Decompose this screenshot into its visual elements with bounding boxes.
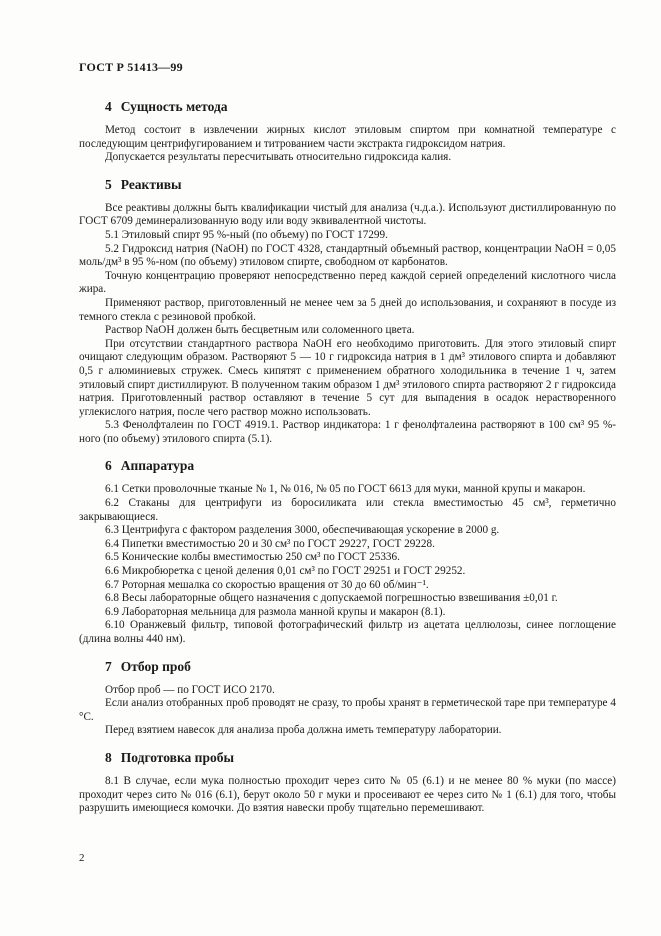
section-5 bbox=[79, 177, 616, 447]
paragraph: 6.1 Сетки проволочные тканые № 1, № 016, № 05 по ГОСТ 6613 для муки, манной крупы и макарон. bbox=[105, 483, 586, 496]
paragraph: Применяют раствор, приготовленный не менее чем за 5 дней до использования, и сохраняют в посуде из темного стекла с резиновой пробкой. bbox=[79, 296, 616, 323]
section-6 bbox=[79, 458, 616, 646]
section-heading bbox=[105, 177, 616, 193]
section-title: Реактивы bbox=[120, 176, 182, 192]
paragraph: 5.1 Этиловый спирт 95 %-ный (по объему) по ГОСТ 17299. bbox=[105, 228, 388, 241]
paragraph: 6.9 Лабораторная мельница для размола манной крупы и макарон (8.1). bbox=[105, 605, 446, 618]
paragraph: Все реактивы должны быть квалификации чистый для анализа (ч.д.а.). Используют дистиллированную по ГОСТ 6709 деминерализованную воду или воду эквивалентной чистоты. bbox=[79, 201, 616, 228]
paragraph: Точную концентрацию проверяют непосредственно перед каждой серией определений кислотного числа жира. bbox=[79, 269, 616, 296]
section-number: 4 bbox=[105, 99, 112, 114]
paragraph: Метод состоит в извлечении жирных кислот этиловым спиртом при комнатной температуре с последующим центрифугированием и титрованием части экстракта гидроксидом натрия. bbox=[79, 124, 616, 150]
page-number: 2 bbox=[79, 852, 85, 864]
paragraph: 6.4 Пипетки вместимостью 20 и 30 см³ по ГОСТ 29227, ГОСТ 29228. bbox=[105, 537, 435, 550]
section-title: Сущность метода bbox=[120, 99, 228, 114]
sections-container bbox=[79, 99, 616, 816]
paragraph: 6.2 Стаканы для центрифуги из боросиликата или стекла вместимостью 45 см³, герметично закрывающиеся. bbox=[79, 497, 616, 523]
paragraph: 6.5 Конические колбы вместимостью 250 см³ по ГОСТ 25336. bbox=[105, 551, 400, 564]
section-title: Отбор проб bbox=[120, 658, 191, 674]
paragraph: Допускается результаты пересчитывать относительно гидроксида калия. bbox=[105, 151, 452, 164]
paragraph: 6.7 Роторная мешалка со скоростью вращения от 30 до 60 об/мин⁻¹. bbox=[105, 578, 429, 591]
section-4 bbox=[79, 99, 616, 165]
paragraph: 8.1 В случае, если мука полностью проходит через сито № 05 (6.1) и не менее 80 % муки (по массе) проходит через сито № 016 (6.1), берут около 50 г муки и просеивают ее через сито № 1 (6.1) для того, чтобы разрушить имеющиеся комочки. До взятия навески пробу тщательно перемешивают. bbox=[79, 774, 616, 815]
document-page bbox=[79, 60, 616, 828]
section-heading bbox=[105, 458, 616, 474]
paragraph: Если анализ отобранных проб проводят не сразу, то пробы хранят в герметической таре при температуре 4 °С. bbox=[79, 697, 616, 723]
section-title: Подготовка пробы bbox=[120, 749, 234, 765]
paragraph: 5.3 Фенолфталеин по ГОСТ 4919.1. Раствор индикатора: 1 г фенолфталеина растворяют в 100 см³ 95 %-ного (по объему) этилового спирта (5.1). bbox=[79, 419, 616, 445]
section-8 bbox=[79, 750, 616, 816]
section-heading bbox=[105, 99, 616, 115]
paragraph: Отбор проб — по ГОСТ ИСО 2170. bbox=[105, 683, 275, 696]
paragraph: Раствор NaOH должен быть бесцветным или соломенного цвета. bbox=[105, 324, 415, 337]
paragraph: 6.6 Микробюретка с ценой деления 0,01 см³ по ГОСТ 29251 и ГОСТ 29252. bbox=[105, 565, 466, 578]
document-header: ГОСТ Р 51413—99 bbox=[79, 60, 183, 74]
paragraph: 6.3 Центрифуга с фактором разделения 3000, обеспечивающая ускорение в 2000 g. bbox=[105, 524, 500, 537]
section-number: 5 bbox=[105, 176, 112, 192]
paragraph: 6.8 Весы лабораторные общего назначения с допускаемой погрешностью взвешивания ±0,01 г. bbox=[105, 592, 558, 605]
section-7 bbox=[79, 659, 616, 738]
paragraph: 5.2 Гидроксид натрия (NaOH) по ГОСТ 4328, стандартный объемный раствор, концентрации NaOH = 0,05 моль/дм³ в 95 %-ном (по объему) этиловом спирте, свободном от карбонатов. bbox=[79, 242, 616, 269]
section-number: 7 bbox=[105, 658, 112, 674]
section-number: 8 bbox=[105, 749, 112, 765]
paragraph: При отсутствии стандартного раствора NaOH его необходимо приготовить. Для этого этиловый спирт очищают следующим образом. Растворяют 5 — 10 г гидроксида натрия в 1 дм³ этилового спирта и добавляют 0,5 г алюминиевых стружек. Смесь кипятят с применением обратного холодильника в течение 1 ч, затем этиловый спирт дистиллируют. В полученном таким образом 1 дм³ этилового спирта растворяют 2 г гидроксида натрия. Приготовленный раствор оставляют в течение 5 сут для выпадения в осадок нерастворенного углекислого натрия, после чего раствор можно использовать. bbox=[79, 337, 616, 418]
paragraph: Перед взятием навесок для анализа проба должна иметь температуру лаборатории. bbox=[105, 724, 502, 737]
section-heading bbox=[105, 659, 616, 675]
section-title: Аппаратура bbox=[120, 458, 195, 474]
section-number: 6 bbox=[105, 458, 112, 474]
section-heading bbox=[105, 750, 616, 766]
paragraph: 6.10 Оранжевый фильтр, типовой фотографический фильтр из ацетата целлюлозы, синее поглощение (длина волны 440 нм). bbox=[79, 619, 616, 645]
